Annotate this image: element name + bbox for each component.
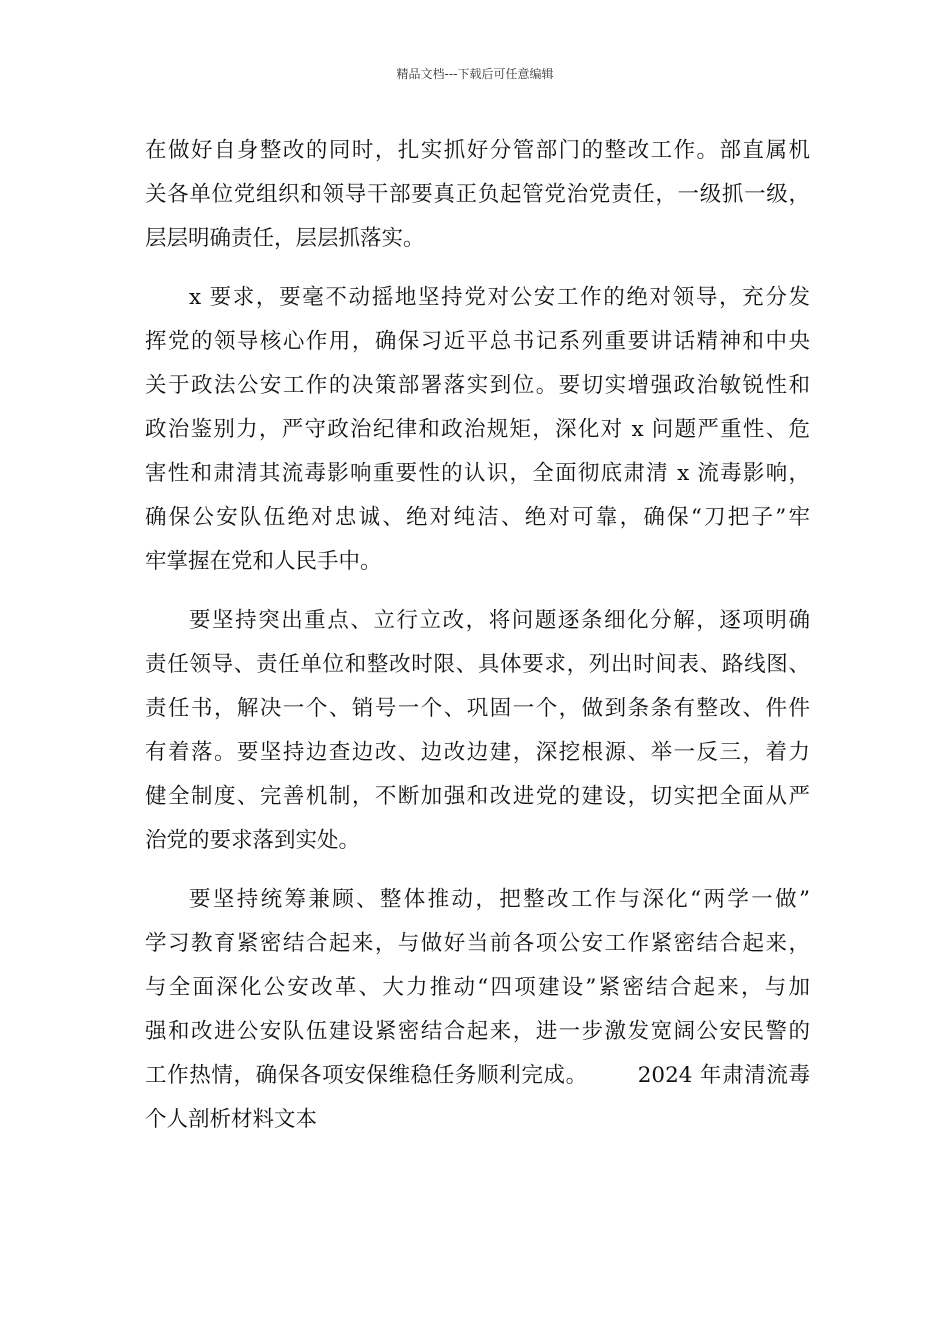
document-body <box>145 129 810 1157</box>
next-section-title-start: 2024 年肃清流毒 <box>637 1063 810 1088</box>
text-line: 学习教育紧密结合起来，与做好当前各项公安工作紧密结合起来， <box>145 931 810 956</box>
text-line: 治党的要求落到实处。 <box>145 828 361 853</box>
text-line: 责任书，解决一个、销号一个、巩固一个，做到条条有整改、件件 <box>145 696 810 721</box>
text-line: 与全面深化公安改革、大力推动“四项建设”紧密结合起来，与加 <box>145 975 810 1000</box>
text-line-with-title-start <box>145 1054 810 1098</box>
text-line: 要坚持突出重点、立行立改，将问题逐条细化分解，逐项明确 <box>189 608 810 633</box>
text-line: 健全制度、完善机制，不断加强和改进党的建设，切实把全面从严 <box>145 784 810 809</box>
page-header: 精品文档---下载后可任意编辑 <box>396 67 554 81</box>
text-line: 责任领导、责任单位和整改时限、具体要求，列出时间表、路线图、 <box>145 652 810 677</box>
paragraph-2 <box>145 276 810 584</box>
text-line: x 要求，要毫不动摇地坚持党对公安工作的绝对领导，充分发 <box>189 285 810 310</box>
text-line: 有着落。要坚持边查边改、边改边建，深挖根源、举一反三，着力 <box>145 740 810 765</box>
paragraph-3 <box>145 599 810 863</box>
text-line: 在做好自身整改的同时，扎实抓好分管部门的整改工作。部直属机 <box>145 138 810 163</box>
text-line: 挥党的领导核心作用，确保习近平总书记系列重要讲话精神和中央 <box>145 329 810 354</box>
text-line: 层层明确责任，层层抓落实。 <box>145 226 425 251</box>
text-line: 关各单位党组织和领导干部要真正负起管党治党责任，一级抓一级， <box>145 182 810 207</box>
text-line: 确保公安队伍绝对忠诚、绝对纯洁、绝对可靠，确保“刀把子”牢 <box>145 505 810 530</box>
next-section-title-end: 个人剖析材料文本 <box>145 1107 318 1132</box>
paragraph-4 <box>145 878 810 1142</box>
closing-sentence: 工作热情，确保各项安保维稳任务顺利完成。 <box>145 1063 588 1088</box>
paragraph-1 <box>145 129 810 261</box>
text-line: 要坚持统筹兼顾、整体推动，把整改工作与深化“两学一做” <box>189 887 810 912</box>
text-line: 政治鉴别力，严守政治纪律和政治规矩，深化对 x 问题严重性、危 <box>145 417 810 442</box>
text-line: 关于政法公安工作的决策部署落实到位。要切实增强政治敏锐性和 <box>145 373 810 398</box>
text-line: 牢掌握在党和人民手中。 <box>145 549 382 574</box>
text-line: 强和改进公安队伍建设紧密结合起来，进一步激发宽阔公安民警的 <box>145 1019 810 1044</box>
text-line: 害性和肃清其流毒影响重要性的认识，全面彻底肃清 x 流毒影响， <box>145 461 810 486</box>
